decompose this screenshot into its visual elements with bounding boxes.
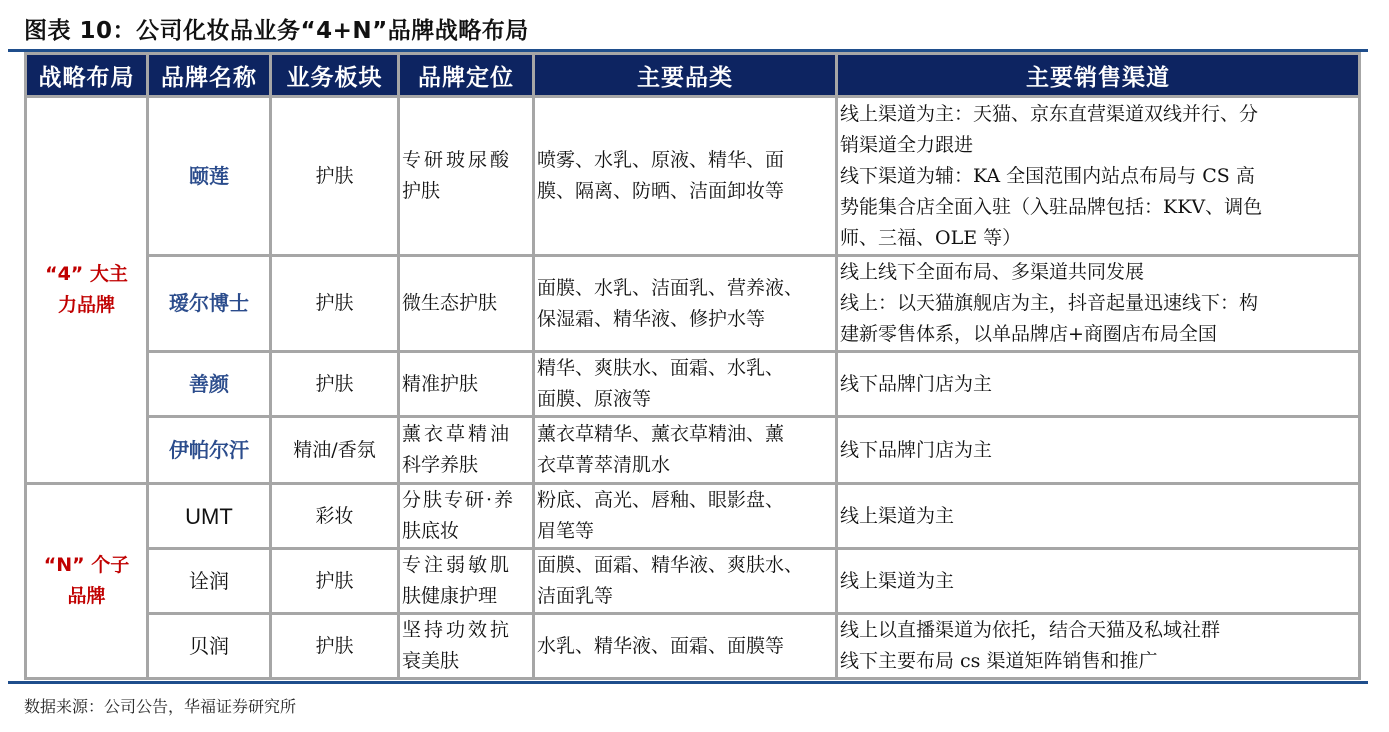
sales-channels — [837, 484, 1360, 549]
positioning-line: 肤健康护理 — [402, 585, 498, 607]
brand-name: UMT — [148, 484, 271, 549]
strategy-group-sub — [26, 484, 148, 679]
header-segment: 业务板块 — [271, 54, 399, 97]
positioning-line: 衰美肤 — [402, 650, 460, 672]
category-line: 眉笔等 — [537, 520, 595, 542]
positioning — [399, 352, 534, 417]
sales-channels — [837, 256, 1360, 352]
channel-line: 销渠道全力跟进 — [840, 133, 974, 156]
positioning-line: 专注弱敏肌 — [402, 554, 513, 576]
category-line: 衣草菁萃清肌水 — [537, 454, 671, 476]
category-line: 保湿霜、精华液、修护水等 — [537, 307, 766, 330]
main-categories — [534, 549, 837, 614]
category-line: 精华、爽肤水、面霜、水乳、 — [537, 357, 785, 379]
header-sales-channels: 主要销售渠道 — [837, 54, 1360, 97]
channel-line: 线上：以天猫旗舰店为主，抖音起量迅速线下：构 — [840, 292, 1259, 314]
channel-line: 势能集合店全面入驻（入驻品牌包括：KKV、调色 — [840, 195, 1263, 218]
channel-line: 线上渠道为主：天猫、京东直营渠道双线并行、分 — [840, 102, 1259, 125]
brand-name: 颐莲 — [148, 97, 271, 256]
table-row — [26, 352, 1360, 417]
table-header-row — [26, 54, 1360, 97]
bottom-rule — [8, 681, 1368, 684]
channel-line: 线上以直播渠道为依托，结合天猫及私域社群 — [840, 619, 1221, 641]
channel-line: 师、三福、OLE 等） — [840, 226, 1022, 249]
strategy-label-line: 力品牌 — [57, 294, 115, 316]
positioning — [399, 484, 534, 549]
category-line: 面膜、原液等 — [537, 388, 652, 410]
channel-line: 建新零售体系，以单品牌店+商圈店布局全国 — [840, 323, 1217, 345]
positioning-line: 坚持功效抗 — [402, 619, 513, 641]
table-row — [26, 97, 1360, 256]
main-categories — [534, 256, 837, 352]
main-categories — [534, 352, 837, 417]
main-categories — [534, 97, 837, 256]
strategy-label-line: “4” 大主 — [45, 263, 128, 285]
table-row — [26, 614, 1360, 679]
positioning — [399, 97, 534, 256]
segment: 护肤 — [271, 256, 399, 352]
channel-line: 线下品牌门店为主 — [840, 372, 993, 395]
header-main-categories: 主要品类 — [534, 54, 837, 97]
positioning — [399, 614, 534, 679]
positioning-line: 护肤 — [402, 180, 441, 202]
positioning-line: 科学养肤 — [402, 454, 479, 476]
segment: 精油/香氛 — [271, 417, 399, 484]
header-strategy: 战略布局 — [26, 54, 148, 97]
table-row — [26, 484, 1360, 549]
positioning-line: 分肤专研·养 — [402, 489, 516, 511]
source-note: 数据来源：公司公告，华福证券研究所 — [24, 697, 297, 716]
strategy-label-line: 品牌 — [67, 585, 106, 607]
brand-name: 诠润 — [148, 549, 271, 614]
sales-channels — [837, 97, 1360, 256]
header-positioning: 品牌定位 — [399, 54, 534, 97]
category-line: 粉底、高光、唇釉、眼影盘、 — [537, 489, 785, 511]
brand-name: 瑷尔博士 — [148, 256, 271, 352]
brand-name: 善颜 — [148, 352, 271, 417]
strategy-group-main — [26, 97, 148, 484]
sales-channels — [837, 417, 1360, 484]
header-brand-name: 品牌名称 — [148, 54, 271, 97]
main-categories — [534, 484, 837, 549]
main-categories — [534, 417, 837, 484]
brand-name: 伊帕尔汗 — [148, 417, 271, 484]
channel-line: 线下主要布局 cs 渠道矩阵销售和推广 — [840, 650, 1158, 672]
segment: 护肤 — [271, 352, 399, 417]
channel-line: 线上渠道为主 — [840, 504, 955, 527]
positioning-line: 薰衣草精油 — [402, 423, 513, 445]
strategy-label-line: “N” 个子 — [43, 554, 130, 576]
segment: 护肤 — [271, 97, 399, 256]
positioning — [399, 256, 534, 352]
sales-channels — [837, 549, 1360, 614]
channel-line: 线下渠道为辅：KA 全国范围内站点布局与 CS 高 — [840, 164, 1255, 187]
positioning-line: 专研玻尿酸 — [402, 149, 513, 171]
category-line: 膜、隔离、防晒、洁面卸妆等 — [537, 180, 785, 202]
segment: 护肤 — [271, 614, 399, 679]
category-line: 喷雾、水乳、原液、精华、面 — [537, 149, 785, 171]
brand-name: 贝润 — [148, 614, 271, 679]
positioning-line: 肤底妆 — [402, 520, 460, 542]
positioning-line: 精准护肤 — [402, 372, 479, 395]
main-categories — [534, 614, 837, 679]
channel-line: 线上线下全面布局、多渠道共同发展 — [840, 261, 1145, 283]
category-line: 水乳、精华液、面霜、面膜等 — [537, 634, 785, 657]
channel-line: 线下品牌门店为主 — [840, 438, 993, 461]
table-row — [26, 256, 1360, 352]
segment: 彩妆 — [271, 484, 399, 549]
sales-channels — [837, 614, 1360, 679]
segment: 护肤 — [271, 549, 399, 614]
sales-channels — [837, 352, 1360, 417]
positioning — [399, 417, 534, 484]
positioning — [399, 549, 534, 614]
figure-title: 图表 10：公司化妆品业务“4+N”品牌战略布局 — [24, 18, 529, 44]
category-line: 面膜、面霜、精华液、爽肤水、 — [537, 554, 804, 576]
table-row — [26, 417, 1360, 484]
positioning-line: 微生态护肤 — [402, 292, 498, 314]
category-line: 薰衣草精华、薰衣草精油、薰 — [537, 423, 785, 445]
table-row — [26, 549, 1360, 614]
category-line: 洁面乳等 — [537, 585, 614, 607]
brand-strategy-table — [24, 52, 1361, 680]
category-line: 面膜、水乳、洁面乳、营养液、 — [537, 276, 804, 299]
channel-line: 线上渠道为主 — [840, 569, 955, 592]
